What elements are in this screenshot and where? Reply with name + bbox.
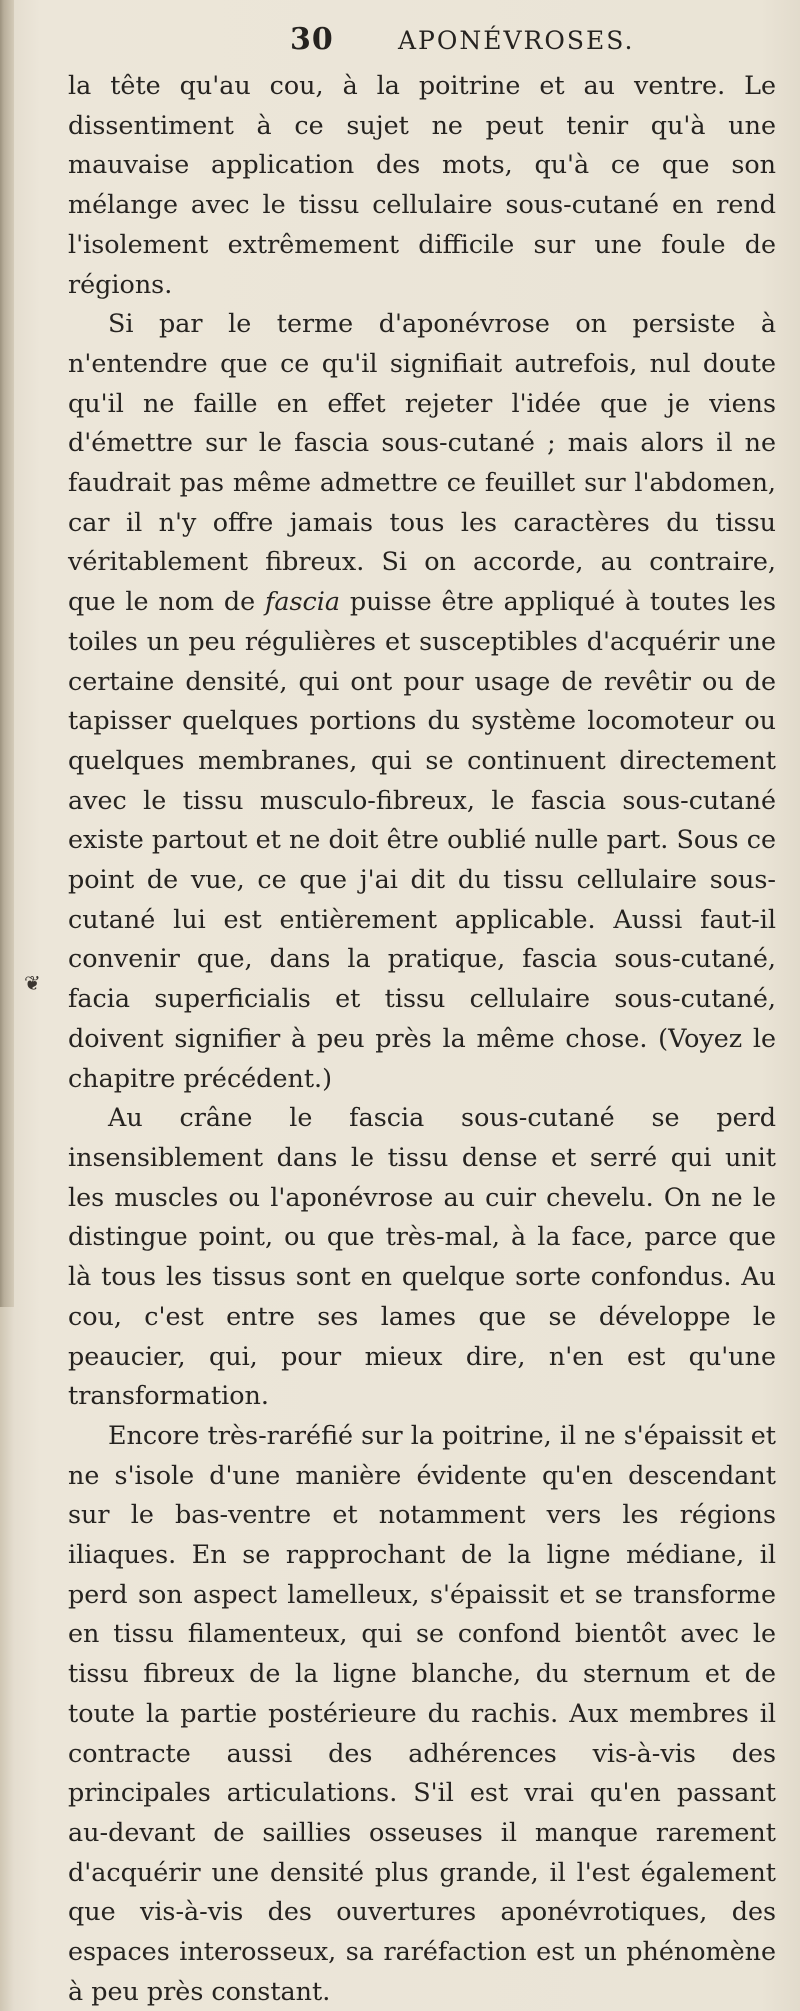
paragraph-2-part-b: puisse être appliqué à toutes les toiles un peu régulières et susceptibles d'acquérir une certaine densité, qui ont pour usage de revêtir ou de tapisser quelques portions du système locomoteur ou quelques membranes, qui se continuent directement avec le tissu musculo-fibreux, le fascia sous-cutané existe partout et ne doit être oublié nulle part. Sous ce point de vue, ce que j'ai dit du tissu cellulaire sous-cutané lui est entièrement applicable. Aussi faut-il convenir que, dans la pratique, fascia sous-cutané, facia superficialis et tissu cellulaire sous-cutané, doivent signifier à peu près la même chose. (Voyez le chapitre précédent.) (68, 586, 776, 1093)
paragraph-2-part-a: Si par le terme d'aponévrose on persiste à n'entendre que ce qu'il signifiait autrefois, nul doute qu'il ne faille en effet rejeter l'idée que je viens d'émettre sur le fascia sous-cutané ; mais alors il ne faudrait pas même admettre ce feuillet sur l'abdomen, car il n'y offre jamais tous les caractères du tissu véritablement fibreux. Si on accorde, au contraire, que le nom de (68, 308, 776, 617)
running-title: APONÉVROSES. (398, 26, 635, 55)
paragraph-1: la tête qu'au cou, à la poitrine et au ventre. Le dissentiment à ce sujet ne peut tenir qu'à une mauvaise application des mots, qu'à ce que son mélange avec le tissu cellulaire sous-cutané en rend l'isolement extrêmement difficile sur une foule de régions. (68, 70, 776, 299)
paragraph-4: Encore très-raréfié sur la poitrine, il ne s'épaissit et ne s'isole d'une manière évidente qu'en descendant sur le bas-ventre et notamment vers les régions iliaques. En se rapprochant de la ligne médiane, il perd son aspect lamelleux, s'épaissit et se transforme en tissu filamenteux, qui se confond bientôt avec le tissu fibreux de la ligne blanche, du sternum et de toute la partie postérieure du rachis. Aux membres il contracte aussi des adhérences vis-à-vis des principales articulations. S'il est vrai qu'en passant au-devant de saillies osseuses il manque rarement d'acquérir une densité plus grande, il l'est également que vis-à-vis des ouvertures aponévrotiques, des espaces interosseux, sa raréfaction est un phénomène à peu près constant. (68, 1419, 776, 2006)
body-text (68, 66, 776, 2011)
paragraph-2 (68, 304, 776, 1098)
paragraph-3: Au crâne le fascia sous-cutané se perd insensiblement dans le tissu dense et serré qui unit les muscles ou l'aponévrose au cuir chevelu. On ne le distingue point, ou que très-mal, à la face, parce que là tous les tissus sont en quelque sorte confondus. Au cou, c'est entre ses lames que se développe le peaucier, qui, pour mieux dire, n'en est qu'une transformation. (68, 1102, 776, 1411)
page-binding-edge (0, 0, 14, 1307)
page-number: 30 (290, 22, 334, 57)
paragraph-2-emphasis: fascia (264, 586, 341, 617)
page-header (290, 22, 690, 62)
ink-blot-mark: ❦ (24, 971, 41, 995)
